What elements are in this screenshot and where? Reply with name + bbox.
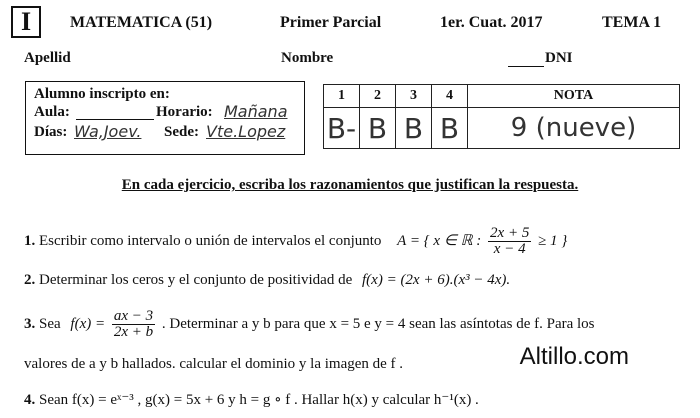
grade-value-1: B-	[324, 108, 360, 149]
tema-number-box: I	[11, 6, 41, 38]
question-1-frac-den: x − 4	[493, 241, 526, 257]
dni-line	[508, 66, 544, 67]
dias-label: Días:	[34, 124, 68, 140]
grade-value-3: B	[396, 108, 432, 149]
question-3-fraction	[112, 309, 155, 340]
question-1-set-prefix: A = { x ∈ ℝ :	[397, 232, 482, 249]
watermark-altillo: Altillo.com	[519, 343, 629, 370]
question-2-expression: f(x) = (2x + 6).(x³ − 4x).	[362, 272, 511, 288]
question-4	[24, 390, 479, 409]
grade-header-1: 1	[324, 85, 360, 108]
question-4-number: 4.	[24, 392, 36, 408]
exam-title: Primer Parcial	[280, 14, 382, 31]
question-1	[24, 226, 567, 257]
question-3-text-b: . Determinar a y b para que x = 5 e y = 4 sean las asíntotas de f. Para los	[161, 315, 595, 332]
term-label: 1er. Cuat. 2017	[440, 14, 543, 31]
question-1-number: 1.	[24, 232, 36, 249]
grade-header-4: 4	[432, 85, 468, 108]
dias-value: Wa,Joev.	[74, 122, 142, 141]
grade-value-4: B	[432, 108, 468, 149]
question-1-set-suffix: ≥ 1 }	[538, 232, 568, 249]
question-3-number: 3.	[24, 315, 36, 332]
question-3-text-a: Sea	[39, 315, 61, 332]
grade-header-nota: NOTA	[468, 85, 680, 108]
question-1-frac-num: 2x + 5	[490, 225, 530, 241]
question-3-frac-num: ax − 3	[113, 308, 154, 324]
instructions: En cada ejercicio, escriba los razonamientos que justifican la respuesta.	[121, 177, 579, 193]
question-3	[24, 309, 595, 340]
question-2	[24, 272, 510, 289]
student-box-title: Alumno inscripto en:	[34, 86, 170, 102]
student-info-box	[25, 81, 305, 155]
nombre-label: Nombre	[281, 50, 334, 66]
grades-table	[323, 84, 680, 149]
question-4-text: Sean f(x) = eˣ⁻³ , g(x) = 5x + 6 y h = g ∘ f . Hallar h(x) y calcular h⁻¹(x) .	[39, 392, 479, 408]
grade-value-2: B	[360, 108, 396, 149]
grade-header-3: 3	[396, 85, 432, 108]
horario-label: Horario:	[156, 104, 213, 120]
sede-label: Sede:	[164, 124, 199, 140]
dni-label: DNI	[545, 50, 573, 66]
sede-value: Vte.Lopez	[206, 122, 286, 141]
question-2-number: 2.	[24, 272, 36, 288]
question-3-line-2: valores de a y b hallados. calcular el dominio y la imagen de f .	[24, 356, 404, 372]
question-2-text: Determinar los ceros y el conjunto de positividad de	[39, 272, 353, 288]
grade-header-2: 2	[360, 85, 396, 108]
aula-label: Aula:	[34, 104, 70, 120]
horario-value: Mañana	[224, 102, 288, 121]
tema-label: TEMA 1	[602, 14, 662, 31]
grade-value-nota: 9 (nueve)	[468, 108, 680, 149]
question-3-function: f(x) =	[70, 315, 106, 332]
aula-line	[76, 119, 154, 120]
question-1-fraction	[488, 226, 531, 257]
question-3-frac-den: 2x + b	[113, 324, 154, 340]
subject-title: MATEMATICA (51)	[70, 14, 213, 31]
apellido-label: Apellid	[24, 50, 71, 66]
question-1-text: Escribir como intervalo o unión de intervalos el conjunto	[39, 232, 382, 249]
